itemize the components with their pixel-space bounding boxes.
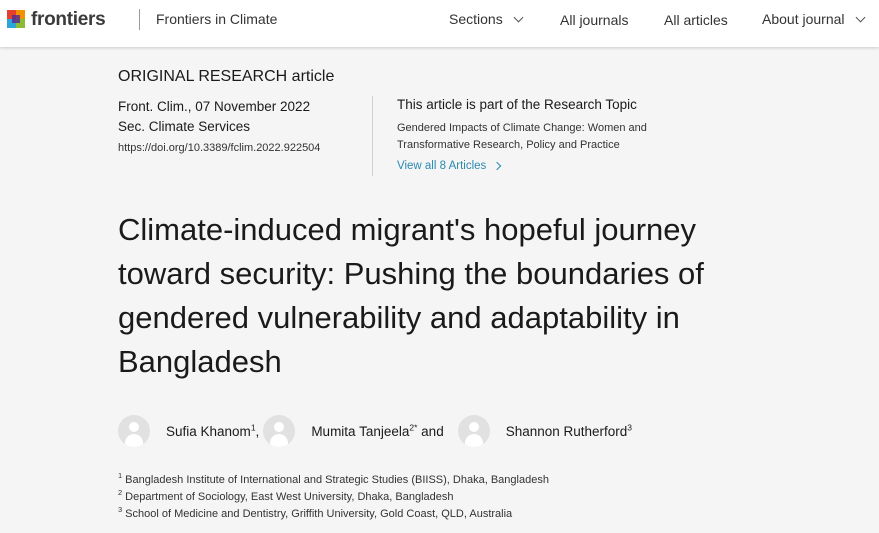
meta-divider: [372, 96, 373, 176]
author-list: [118, 415, 632, 447]
logo-text: frontiers: [31, 9, 106, 30]
nav-about-journal-label: About journal: [762, 11, 845, 27]
author-item[interactable]: [263, 415, 443, 447]
frontiers-logo-icon: [7, 10, 27, 30]
nav-all-journals[interactable]: [560, 12, 628, 28]
chevron-down-icon: [855, 12, 865, 22]
affiliation-item: $^1$ Bangladesh Institute of International and Strategic Studies (BIISS), Dhaka, Bangladesh: [118, 471, 549, 486]
affiliation-item: $^3$ School of Medicine and Dentistry, Griffith University, Gold Coast, QLD, Australia: [118, 505, 513, 520]
author-name: Shannon Rutherford$^3$: [505, 422, 633, 439]
author-name: Sufia Khanom$^1$,: [166, 422, 260, 439]
nav-all-articles-label: All articles: [664, 12, 728, 28]
avatar: [118, 415, 150, 447]
citation-line: Front. Clim., 07 November 2022: [118, 99, 311, 114]
frontiers-logo[interactable]: [7, 9, 105, 31]
view-all-label: View all 8 Articles: [397, 160, 487, 172]
nav-all-journals-label: All journals: [560, 12, 629, 28]
avatar: [263, 415, 295, 447]
nav-sections[interactable]: [449, 11, 522, 27]
author-item[interactable]: [118, 415, 259, 447]
chevron-right-icon: [493, 162, 501, 170]
affiliations-list: [118, 472, 549, 523]
author-name: Mumita Tanjeela$^{2*}$ and: [311, 422, 444, 439]
research-topic-box: [397, 96, 697, 172]
chevron-down-icon: [513, 12, 523, 22]
article-type-label: ORIGINAL RESEARCH article: [118, 68, 335, 85]
avatar: [458, 415, 490, 447]
view-all-articles-link[interactable]: [397, 160, 697, 172]
top-navigation-bar: [0, 0, 879, 47]
affiliation-item: $^2$ Department of Sociology, East West University, Dhaka, Bangladesh: [118, 488, 454, 503]
nav-all-articles[interactable]: [664, 12, 728, 28]
journal-name-link[interactable]: Frontiers in Climate: [156, 11, 278, 27]
header-divider: [139, 9, 140, 30]
author-item[interactable]: [458, 415, 632, 447]
article-title: Climate-induced migrant's hopeful journey toward security: Pushing the boundaries of gendered vulnerability and adaptability in Bangladesh: [118, 212, 704, 379]
section-link[interactable]: Sec. Climate Services: [118, 119, 251, 134]
research-topic-title-link[interactable]: Gendered Impacts of Climate Change: Women and Transformative Research, Policy and Practice: [397, 122, 647, 151]
research-topic-heading: This article is part of the Research Topic: [397, 97, 637, 112]
doi-link[interactable]: https://doi.org/10.3389/fclim.2022.922504: [118, 142, 321, 154]
nav-sections-label: Sections: [449, 11, 503, 27]
article-meta: [118, 97, 363, 158]
nav-about-journal[interactable]: [762, 11, 864, 27]
